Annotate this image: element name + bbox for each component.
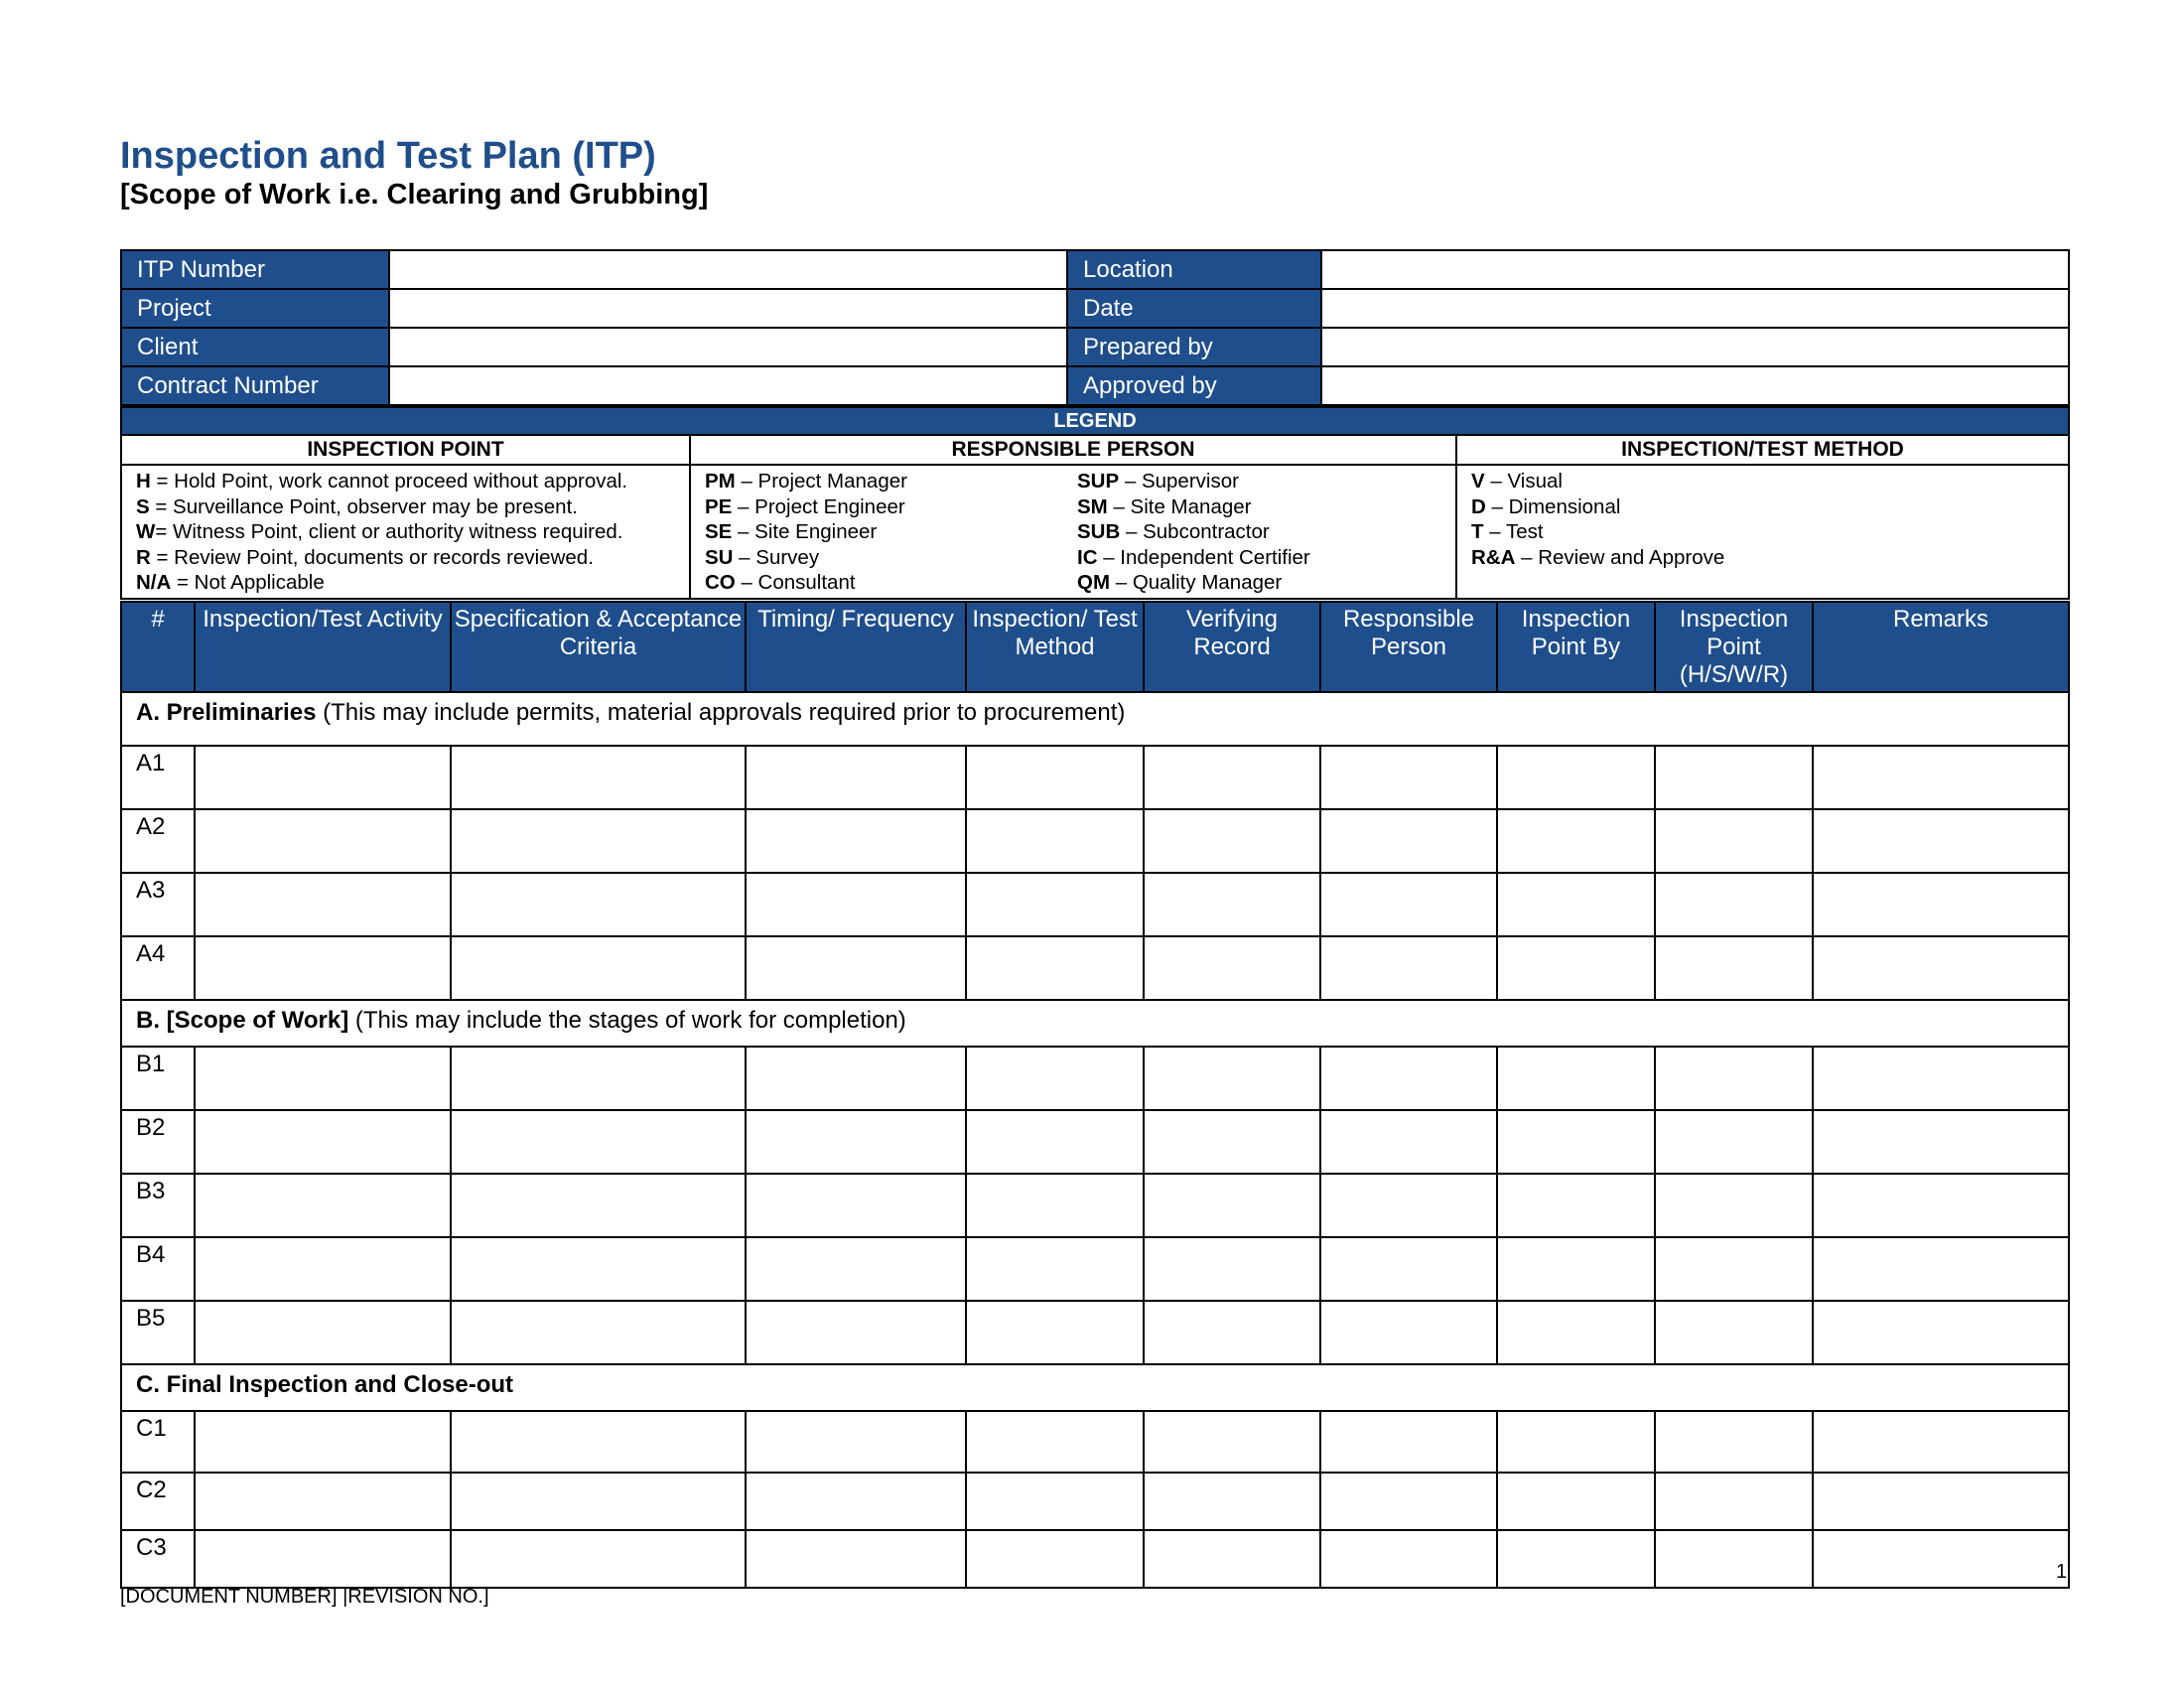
table-cell[interactable] [746,1047,966,1110]
table-cell[interactable] [1320,1047,1497,1110]
legend-code: T [1471,520,1484,544]
table-cell[interactable] [966,1174,1144,1237]
table-cell[interactable] [1497,1237,1655,1301]
table-cell[interactable] [1144,873,1320,936]
table-cell[interactable] [746,1473,966,1530]
table-cell[interactable] [966,873,1144,936]
row-number: C1 [121,1411,195,1473]
table-cell[interactable] [195,1237,451,1301]
legend-code: N/A [136,571,172,595]
table-cell[interactable] [451,1047,746,1110]
legend-text: – Review and Approve [1515,545,1725,569]
legend-code: SE [705,520,733,544]
table-cell[interactable] [1320,1110,1497,1174]
row-number: B1 [121,1047,195,1110]
date-label: Date [1067,289,1321,328]
legend-text: – Survey [733,545,820,569]
table-cell[interactable] [1144,1473,1320,1530]
table-cell[interactable] [1320,1473,1497,1530]
table-cell[interactable] [1144,809,1320,873]
table-row [121,1237,2069,1301]
table-cell[interactable] [1497,809,1655,873]
legend-text: = Not Applicable [171,571,325,595]
row-number: A1 [121,746,195,809]
table-row [121,1473,2069,1530]
table-cell[interactable] [451,1301,746,1364]
table-cell[interactable] [746,873,966,936]
location-field[interactable] [1321,250,2069,289]
legend-text: – Visual [1484,470,1563,492]
table-cell[interactable] [1144,1530,1320,1588]
table-cell[interactable] [1497,1301,1655,1364]
table-cell[interactable] [746,1174,966,1237]
table-row [121,1411,2069,1473]
table-cell[interactable] [451,1530,746,1588]
table-cell[interactable] [1320,1411,1497,1473]
page-subtitle: [Scope of Work i.e. Clearing and Grubbing] [120,179,709,211]
table-cell[interactable] [746,1530,966,1588]
table-cell[interactable] [1813,1047,2069,1110]
table-row [121,1047,2069,1110]
row-number: A4 [121,936,195,1000]
table-cell[interactable] [966,1473,1144,1530]
legend-code: SUP [1077,470,1120,492]
legend-code: W [136,520,156,544]
project-label: Project [121,289,389,328]
table-cell[interactable] [195,1530,451,1588]
section-title [121,692,2069,746]
table-cell[interactable] [746,809,966,873]
legend-item [136,570,689,596]
table-cell[interactable] [195,1301,451,1364]
legend-code: SU [705,545,734,569]
legend-item [1471,545,2068,571]
table-row [121,873,2069,936]
inspection-point-list [121,465,690,599]
row-number: A2 [121,809,195,873]
section-row [121,1364,2069,1411]
table-cell[interactable] [1655,746,1813,809]
col-method: Inspection/ Test Method [966,602,1144,692]
approved-by-label: Approved by [1067,366,1321,405]
legend-item [136,545,689,571]
table-cell[interactable] [1655,1301,1813,1364]
itp-header-row [121,602,2069,692]
table-cell[interactable] [195,746,451,809]
legend-code: QM [1077,571,1111,595]
table-cell[interactable] [451,1237,746,1301]
table-cell[interactable] [1655,1530,1813,1588]
table-cell[interactable] [1320,936,1497,1000]
legend-item [705,469,1063,494]
table-row [121,1110,2069,1174]
table-cell[interactable] [1320,746,1497,809]
table-row [121,1530,2069,1588]
table-cell[interactable] [1144,1411,1320,1473]
table-cell[interactable] [966,1110,1144,1174]
client-field[interactable] [389,328,1067,366]
table-cell[interactable] [746,936,966,1000]
inspection-point-heading: INSPECTION POINT [121,435,690,465]
table-cell[interactable] [1320,1530,1497,1588]
table-cell[interactable] [966,746,1144,809]
itp-body [121,692,2069,1588]
table-cell[interactable] [746,1411,966,1473]
section-heading: B. [Scope of Work] [136,1007,349,1034]
legend-table [120,406,2070,600]
legend-item [1471,519,2068,545]
contract-number-label: Contract Number [121,366,389,405]
table-cell[interactable] [1813,1301,2069,1364]
legend-item [136,494,689,520]
table-cell[interactable] [195,809,451,873]
test-method-list [1456,465,2069,599]
table-cell[interactable] [1655,1047,1813,1110]
location-label: Location [1067,250,1321,289]
table-cell[interactable] [1144,1174,1320,1237]
table-cell[interactable] [746,1237,966,1301]
table-cell[interactable] [1813,746,2069,809]
table-cell[interactable] [1144,1301,1320,1364]
page-title: Inspection and Test Plan (ITP) [120,135,656,177]
table-cell[interactable] [195,1110,451,1174]
date-field[interactable] [1321,289,2069,328]
row-number: B5 [121,1301,195,1364]
table-cell[interactable] [195,873,451,936]
table-cell[interactable] [1655,1174,1813,1237]
approved-by-field[interactable] [1321,366,2069,405]
table-cell[interactable] [966,1047,1144,1110]
section-title [121,1364,2069,1411]
table-cell[interactable] [1813,936,2069,1000]
table-cell[interactable] [1813,1110,2069,1174]
col-inspection-point: Inspection Point (H/S/W/R) [1655,602,1813,692]
legend-item [1077,545,1455,571]
table-cell[interactable] [1655,1237,1813,1301]
table-cell[interactable] [1813,1530,2069,1588]
table-cell[interactable] [1813,1237,2069,1301]
info-row [121,250,2069,289]
col-specification: Specification & Acceptance Criteria [451,602,746,692]
legend-code: CO [705,571,736,595]
legend-text: – Project Manager [735,470,907,492]
legend-code: R [136,545,151,569]
table-cell[interactable] [451,936,746,1000]
legend-item [705,494,1063,520]
legend-item [1077,469,1455,494]
legend-text: – Project Engineer [732,494,905,518]
legend-text: – Consultant [735,571,856,595]
legend-item [705,519,1063,545]
legend-item [1077,570,1455,596]
table-cell[interactable] [1497,1473,1655,1530]
table-cell[interactable] [195,936,451,1000]
itp-table [120,601,2070,1589]
table-cell[interactable] [451,1110,746,1174]
legend-code: SM [1077,494,1108,518]
legend-text: = Witness Point, client or authority witness required. [155,520,623,544]
legend-text: – Test [1483,520,1544,544]
info-row [121,289,2069,328]
table-cell[interactable] [1813,809,2069,873]
table-cell[interactable] [1655,936,1813,1000]
test-method-heading: INSPECTION/TEST METHOD [1456,435,2069,465]
legend-text: – Dimensional [1485,494,1621,518]
prepared-by-field[interactable] [1321,328,2069,366]
row-number: C2 [121,1473,195,1530]
row-number: B3 [121,1174,195,1237]
table-cell[interactable] [1813,873,2069,936]
legend-code: PE [705,494,733,518]
table-row [121,746,2069,809]
col-verifying-record: Verifying Record [1144,602,1320,692]
client-label: Client [121,328,389,366]
legend-item [705,570,1063,596]
table-cell[interactable] [1144,746,1320,809]
table-cell[interactable] [1655,873,1813,936]
legend-code: H [136,470,151,492]
table-cell[interactable] [451,1174,746,1237]
section-note: (This may include the stages of work for completion) [348,1007,906,1034]
table-cell[interactable] [1655,1473,1813,1530]
table-cell[interactable] [1655,1411,1813,1473]
legend-text: = Hold Point, work cannot proceed without approval. [150,470,628,492]
section-row [121,1000,2069,1047]
section-title [121,1000,2069,1047]
table-cell[interactable] [1144,1237,1320,1301]
legend-text: – Quality Manager [1110,571,1283,595]
table-cell[interactable] [1497,1110,1655,1174]
responsible-person-list-1 [690,465,1063,599]
table-cell[interactable] [195,1174,451,1237]
table-row [121,1301,2069,1364]
col-inspection-point-by: Inspection Point By [1497,602,1655,692]
section-row [121,692,2069,746]
info-row [121,366,2069,405]
legend-text: = Review Point, documents or records reviewed. [150,545,594,569]
table-row [121,809,2069,873]
table-cell[interactable] [195,1473,451,1530]
table-cell[interactable] [1320,1174,1497,1237]
footer-document: [DOCUMENT NUMBER] |REVISION NO.] [120,1586,489,1608]
legend-item [1077,519,1455,545]
legend-text: = Surveillance Point, observer may be present. [149,494,578,518]
table-cell[interactable] [1320,809,1497,873]
table-cell[interactable] [1497,1530,1655,1588]
table-cell[interactable] [1320,1301,1497,1364]
table-cell[interactable] [1655,1110,1813,1174]
table-cell[interactable] [966,1237,1144,1301]
table-cell[interactable] [451,1411,746,1473]
table-cell[interactable] [1497,746,1655,809]
col-responsible-person: Responsible Person [1320,602,1497,692]
legend-code: PM [705,470,736,492]
responsible-person-heading: RESPONSIBLE PERSON [690,435,1456,465]
table-row [121,936,2069,1000]
legend-code: D [1471,494,1486,518]
table-cell[interactable] [451,1473,746,1530]
table-cell[interactable] [1320,1237,1497,1301]
legend-item [136,519,689,545]
itp-number-label: ITP Number [121,250,389,289]
row-number: B2 [121,1110,195,1174]
table-cell[interactable] [1144,936,1320,1000]
legend-code: IC [1077,545,1098,569]
table-cell[interactable] [451,746,746,809]
legend-item [1077,494,1455,520]
section-note: (This may include permits, material approvals required prior to procurement) [316,699,1126,726]
table-cell[interactable] [1497,1174,1655,1237]
prepared-by-label: Prepared by [1067,328,1321,366]
table-cell[interactable] [1813,1473,2069,1530]
legend-item [136,469,689,494]
legend-code: SUB [1077,520,1121,544]
legend-code: V [1471,470,1485,492]
table-cell[interactable] [966,1301,1144,1364]
table-cell[interactable] [451,809,746,873]
table-cell[interactable] [1655,809,1813,873]
table-cell[interactable] [1497,1411,1655,1473]
table-cell[interactable] [1813,1174,2069,1237]
legend-code: S [136,494,150,518]
legend-text: – Supervisor [1119,470,1239,492]
itp-number-field[interactable] [389,250,1067,289]
legend-item [1471,494,2068,520]
table-cell[interactable] [1497,873,1655,936]
page-number: 1 [2056,1561,2068,1583]
table-cell[interactable] [1813,1411,2069,1473]
legend-code: R&A [1471,545,1516,569]
table-cell[interactable] [1320,873,1497,936]
col-activity: Inspection/Test Activity [195,602,451,692]
table-cell[interactable] [195,1047,451,1110]
row-number: B4 [121,1237,195,1301]
table-cell[interactable] [966,1411,1144,1473]
table-cell[interactable] [966,1530,1144,1588]
table-cell[interactable] [966,936,1144,1000]
table-cell[interactable] [746,746,966,809]
info-row [121,328,2069,366]
table-cell[interactable] [746,1301,966,1364]
legend-item [705,545,1063,571]
legend-text: – Site Manager [1107,494,1252,518]
info-table [120,249,2070,406]
legend-text: – Subcontractor [1120,520,1270,544]
table-cell[interactable] [966,809,1144,873]
table-cell[interactable] [746,1110,966,1174]
legend-text: – Independent Certifier [1097,545,1310,569]
table-cell[interactable] [1144,1110,1320,1174]
row-number: C3 [121,1530,195,1588]
responsible-person-list-2 [1063,465,1456,599]
col-number: # [121,602,195,692]
table-cell[interactable] [1144,1047,1320,1110]
contract-number-field[interactable] [389,366,1067,405]
section-heading: A. Preliminaries [136,699,317,726]
table-cell[interactable] [195,1411,451,1473]
table-cell[interactable] [451,873,746,936]
legend-text: – Site Engineer [732,520,878,544]
section-heading: C. Final Inspection and Close-out [136,1371,514,1398]
legend-item [1471,469,2068,494]
table-cell[interactable] [1497,936,1655,1000]
project-field[interactable] [389,289,1067,328]
legend-title: LEGEND [121,407,2069,435]
row-number: A3 [121,873,195,936]
col-timing: Timing/ Frequency [746,602,966,692]
table-row [121,1174,2069,1237]
col-remarks: Remarks [1813,602,2069,692]
table-cell[interactable] [1497,1047,1655,1110]
